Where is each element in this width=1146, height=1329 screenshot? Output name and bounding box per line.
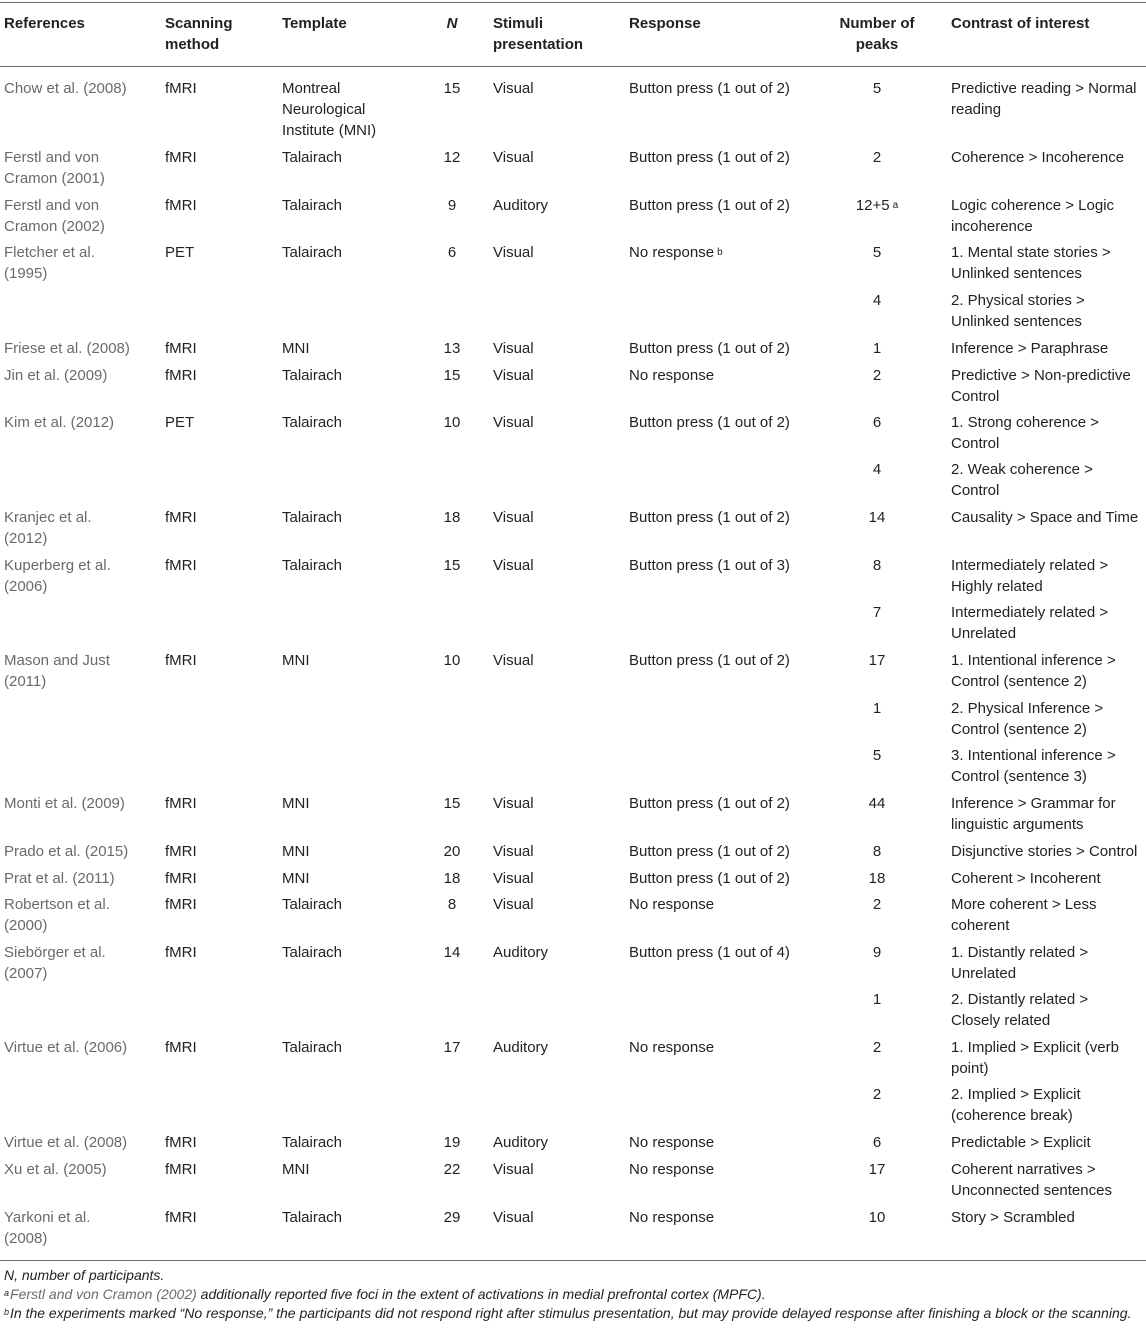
cell-number-of-peaks: 12+5 $^a$ xyxy=(855,197,899,214)
cell-scanning-method: PET xyxy=(165,414,195,431)
cell-template: MNI xyxy=(282,870,310,887)
cell-contrast: Coherent > Incoherent xyxy=(951,870,1101,887)
cell-contrast: 2. Implied > Explicit (coherence break) xyxy=(951,1086,1081,1124)
cell-number-of-peaks: 1 xyxy=(872,340,882,357)
cell-contrast: 1. Implied > Explicit (verb point) xyxy=(951,1039,1119,1077)
header-contrast: Contrast of interest xyxy=(951,15,1090,32)
cell-number-of-peaks: 2 xyxy=(872,896,882,913)
cell-reference: Robertson et al. (2000) xyxy=(4,896,110,934)
cell-template: MNI xyxy=(282,340,310,357)
cell-scanning-method: fMRI xyxy=(165,870,197,887)
cell-number-of-peaks: 17 xyxy=(868,652,886,669)
cell-contrast: Intermediately related > Unrelated xyxy=(951,604,1109,642)
cell-stimuli: Auditory xyxy=(493,197,549,214)
cell-response: Button press (1 out of 2) xyxy=(629,149,790,166)
cell-n: 22 xyxy=(443,1161,461,1178)
cell-contrast: More coherent > Less coherent xyxy=(951,896,1097,934)
cell-reference: Monti et al. (2009) xyxy=(4,795,125,812)
cell-stimuli: Visual xyxy=(493,244,534,261)
cell-number-of-peaks: 8 xyxy=(872,557,882,574)
cell-scanning-method: fMRI xyxy=(165,340,197,357)
cell-number-of-peaks: 2 xyxy=(872,149,882,166)
cell-contrast: 1. Distantly related > Unrelated xyxy=(951,944,1089,982)
cell-scanning-method: fMRI xyxy=(165,944,197,961)
cell-contrast: Predictive > Non-predictive Control xyxy=(951,367,1131,405)
cell-template: Montreal Neurological Institute (MNI) xyxy=(282,80,377,139)
cell-n: 14 xyxy=(443,944,461,961)
cell-n: 15 xyxy=(443,795,461,812)
cell-stimuli: Auditory xyxy=(493,1134,549,1151)
cell-number-of-peaks: 5 xyxy=(872,747,882,764)
cell-response: Button press (1 out of 2) xyxy=(629,843,790,860)
cell-contrast: Predictive reading > Normal reading xyxy=(951,80,1137,118)
cell-number-of-peaks: 6 xyxy=(872,414,882,431)
cell-response: No response xyxy=(629,896,715,913)
cell-scanning-method: fMRI xyxy=(165,843,197,860)
cell-template: Talairach xyxy=(282,557,343,574)
cell-scanning-method: fMRI xyxy=(165,367,197,384)
cell-stimuli: Visual xyxy=(493,367,534,384)
cell-contrast: 1. Intentional inference > Control (sentence 2) xyxy=(951,652,1116,690)
cell-template: Talairach xyxy=(282,509,343,526)
cell-response: Button press (1 out of 2) xyxy=(629,870,790,887)
cell-reference: Virtue et al. (2008) xyxy=(4,1134,128,1151)
header-references: References xyxy=(4,15,85,32)
cell-n: 18 xyxy=(443,870,461,887)
cell-reference: Friese et al. (2008) xyxy=(4,340,130,357)
header-scanning-method: Scanning method xyxy=(165,15,233,53)
cell-template: Talairach xyxy=(282,944,343,961)
cell-scanning-method: PET xyxy=(165,244,195,261)
cell-contrast: 1. Mental state stories > Unlinked sentences xyxy=(951,244,1111,282)
cell-contrast: 2. Weak coherence > Control xyxy=(951,461,1093,499)
cell-stimuli: Visual xyxy=(493,1161,534,1178)
cell-scanning-method: fMRI xyxy=(165,1161,197,1178)
cell-number-of-peaks: 44 xyxy=(868,795,886,812)
cell-scanning-method: fMRI xyxy=(165,1134,197,1151)
cell-stimuli: Visual xyxy=(493,414,534,431)
cell-scanning-method: fMRI xyxy=(165,557,197,574)
cell-scanning-method: fMRI xyxy=(165,896,197,913)
cell-stimuli: Auditory xyxy=(493,1039,549,1056)
table-top-rule xyxy=(0,2,1146,3)
cell-response: No response xyxy=(629,1161,715,1178)
cell-n: 15 xyxy=(443,367,461,384)
cell-response: No response $^b$ xyxy=(629,244,723,261)
cell-template: MNI xyxy=(282,652,310,669)
cell-scanning-method: fMRI xyxy=(165,1039,197,1056)
cell-stimuli: Visual xyxy=(493,80,534,97)
table-footnotes xyxy=(4,1266,1144,1323)
cell-template: MNI xyxy=(282,1161,310,1178)
cell-reference: Ferstl and von Cramon (2002) xyxy=(4,197,105,235)
cell-contrast: 1. Strong coherence > Control xyxy=(951,414,1100,452)
cell-stimuli: Visual xyxy=(493,1209,534,1226)
cell-number-of-peaks: 5 xyxy=(872,80,882,97)
cell-number-of-peaks: 1 xyxy=(872,991,882,1008)
cell-n: 12 xyxy=(443,149,461,166)
cell-reference: Yarkoni et al. (2008) xyxy=(4,1209,91,1247)
header-response: Response xyxy=(629,15,701,32)
cell-stimuli: Visual xyxy=(493,843,534,860)
cell-stimuli: Visual xyxy=(493,795,534,812)
header-n: N xyxy=(446,15,458,32)
cell-contrast: Causality > Space and Time xyxy=(951,509,1139,526)
cell-n: 10 xyxy=(443,414,461,431)
cell-response: No response xyxy=(629,1209,715,1226)
cell-reference: Kim et al. (2012) xyxy=(4,414,115,431)
cell-n: 20 xyxy=(443,843,461,860)
cell-reference: Kuperberg et al. (2006) xyxy=(4,557,111,595)
cell-contrast: 2. Distantly related > Closely related xyxy=(951,991,1089,1029)
cell-stimuli: Visual xyxy=(493,509,534,526)
cell-number-of-peaks: 2 xyxy=(872,367,882,384)
cell-n: 29 xyxy=(443,1209,461,1226)
cell-response: No response xyxy=(629,1039,715,1056)
cell-reference: Ferstl and von Cramon (2001) xyxy=(4,149,105,187)
cell-contrast: Logic coherence > Logic incoherence xyxy=(951,197,1115,235)
cell-number-of-peaks: 17 xyxy=(868,1161,886,1178)
cell-response: Button press (1 out of 4) xyxy=(629,944,790,961)
cell-stimuli: Visual xyxy=(493,340,534,357)
cell-template: Talairach xyxy=(282,1039,343,1056)
cell-template: Talairach xyxy=(282,367,343,384)
cell-number-of-peaks: 4 xyxy=(872,461,882,478)
cell-number-of-peaks: 14 xyxy=(868,509,886,526)
cell-scanning-method: fMRI xyxy=(165,509,197,526)
cell-stimuli: Auditory xyxy=(493,944,549,961)
cell-contrast: Predictable > Explicit xyxy=(951,1134,1091,1151)
cell-number-of-peaks: 6 xyxy=(872,1134,882,1151)
cell-contrast: Story > Scrambled xyxy=(951,1209,1075,1226)
cell-reference: Kranjec et al. (2012) xyxy=(4,509,92,547)
cell-scanning-method: fMRI xyxy=(165,80,197,97)
cell-number-of-peaks: 1 xyxy=(872,700,882,717)
cell-number-of-peaks: 5 xyxy=(872,244,882,261)
cell-stimuli: Visual xyxy=(493,149,534,166)
cell-number-of-peaks: 2 xyxy=(872,1039,882,1056)
cell-scanning-method: fMRI xyxy=(165,795,197,812)
cell-response: Button press (1 out of 2) xyxy=(629,795,790,812)
cell-contrast: Coherence > Incoherence xyxy=(951,149,1125,166)
cell-contrast: Disjunctive stories > Control xyxy=(951,843,1138,860)
cell-template: Talairach xyxy=(282,414,343,431)
cell-scanning-method: fMRI xyxy=(165,149,197,166)
cell-response: No response xyxy=(629,1134,715,1151)
cell-response: Button press (1 out of 2) xyxy=(629,197,790,214)
cell-response: Button press (1 out of 2) xyxy=(629,414,790,431)
cell-reference: Prado et al. (2015) xyxy=(4,843,129,860)
cell-scanning-method: fMRI xyxy=(165,1209,197,1226)
cell-response: Button press (1 out of 2) xyxy=(629,652,790,669)
footnote-n: N, number of participants. xyxy=(4,1267,165,1283)
cell-response: Button press (1 out of 2) xyxy=(629,80,790,97)
cell-scanning-method: fMRI xyxy=(165,197,197,214)
cell-contrast: 2. Physical Inference > Control (sentence 2) xyxy=(951,700,1104,738)
cell-stimuli: Visual xyxy=(493,870,534,887)
cell-stimuli: Visual xyxy=(493,652,534,669)
cell-template: MNI xyxy=(282,795,310,812)
header-stimuli: Stimuli presentation xyxy=(493,15,584,53)
footnote-b: $^b$In the experiments marked “No response,” the participants did not respond right after stimulus presentation, but may provide delayed response after finishing a block or the scanning. xyxy=(4,1305,1132,1321)
cell-reference: Virtue et al. (2006) xyxy=(4,1039,128,1056)
table-bottom-rule xyxy=(0,1260,1146,1261)
cell-n: 15 xyxy=(443,80,461,97)
cell-template: Talairach xyxy=(282,149,343,166)
cell-reference: Prat et al. (2011) xyxy=(4,870,115,887)
cell-stimuli: Visual xyxy=(493,557,534,574)
cell-n: 19 xyxy=(443,1134,461,1151)
cell-reference: Siebörger et al. (2007) xyxy=(4,944,106,982)
header-number-of-peaks: Number of peaks xyxy=(839,15,915,53)
cell-reference: Xu et al. (2005) xyxy=(4,1161,107,1178)
cell-response: Button press (1 out of 2) xyxy=(629,509,790,526)
cell-n: 8 xyxy=(447,896,457,913)
cell-contrast: Coherent narratives > Unconnected sentences xyxy=(951,1161,1112,1199)
cell-number-of-peaks: 8 xyxy=(872,843,882,860)
cell-n: 9 xyxy=(447,197,457,214)
cell-template: Talairach xyxy=(282,1134,343,1151)
cell-response: Button press (1 out of 2) xyxy=(629,340,790,357)
cell-contrast: 2. Physical stories > Unlinked sentences xyxy=(951,292,1085,330)
cell-n: 6 xyxy=(447,244,457,261)
cell-n: 13 xyxy=(443,340,461,357)
header-bottom-rule xyxy=(0,66,1146,67)
cell-scanning-method: fMRI xyxy=(165,652,197,669)
cell-reference: Chow et al. (2008) xyxy=(4,80,127,97)
cell-stimuli: Visual xyxy=(493,896,534,913)
header-template: Template xyxy=(282,15,347,32)
cell-n: 18 xyxy=(443,509,461,526)
cell-template: Talairach xyxy=(282,1209,343,1226)
cell-number-of-peaks: 9 xyxy=(872,944,882,961)
cell-n: 15 xyxy=(443,557,461,574)
cell-template: Talairach xyxy=(282,244,343,261)
cell-n: 17 xyxy=(443,1039,461,1056)
cell-contrast: Intermediately related > Highly related xyxy=(951,557,1109,595)
cell-number-of-peaks: 7 xyxy=(872,604,882,621)
cell-template: Talairach xyxy=(282,896,343,913)
cell-contrast: 3. Intentional inference > Control (sentence 3) xyxy=(951,747,1116,785)
cell-template: MNI xyxy=(282,843,310,860)
cell-reference: Jin et al. (2009) xyxy=(4,367,108,384)
cell-response: Button press (1 out of 3) xyxy=(629,557,790,574)
cell-n: 10 xyxy=(443,652,461,669)
cell-contrast: Inference > Grammar for linguistic arguments xyxy=(951,795,1116,833)
cell-number-of-peaks: 18 xyxy=(868,870,886,887)
cell-response: No response xyxy=(629,367,715,384)
cell-reference: Fletcher et al. (1995) xyxy=(4,244,95,282)
cell-template: Talairach xyxy=(282,197,343,214)
footnote-a: $^a$Ferstl and von Cramon (2002) additionally reported five foci in the extent of activations in medial prefrontal cortex (MPFC). xyxy=(4,1286,766,1302)
cell-contrast: Inference > Paraphrase xyxy=(951,340,1109,357)
cell-number-of-peaks: 2 xyxy=(872,1086,882,1103)
cell-number-of-peaks: 10 xyxy=(868,1209,886,1226)
cell-number-of-peaks: 4 xyxy=(872,292,882,309)
cell-reference: Mason and Just (2011) xyxy=(4,652,110,690)
